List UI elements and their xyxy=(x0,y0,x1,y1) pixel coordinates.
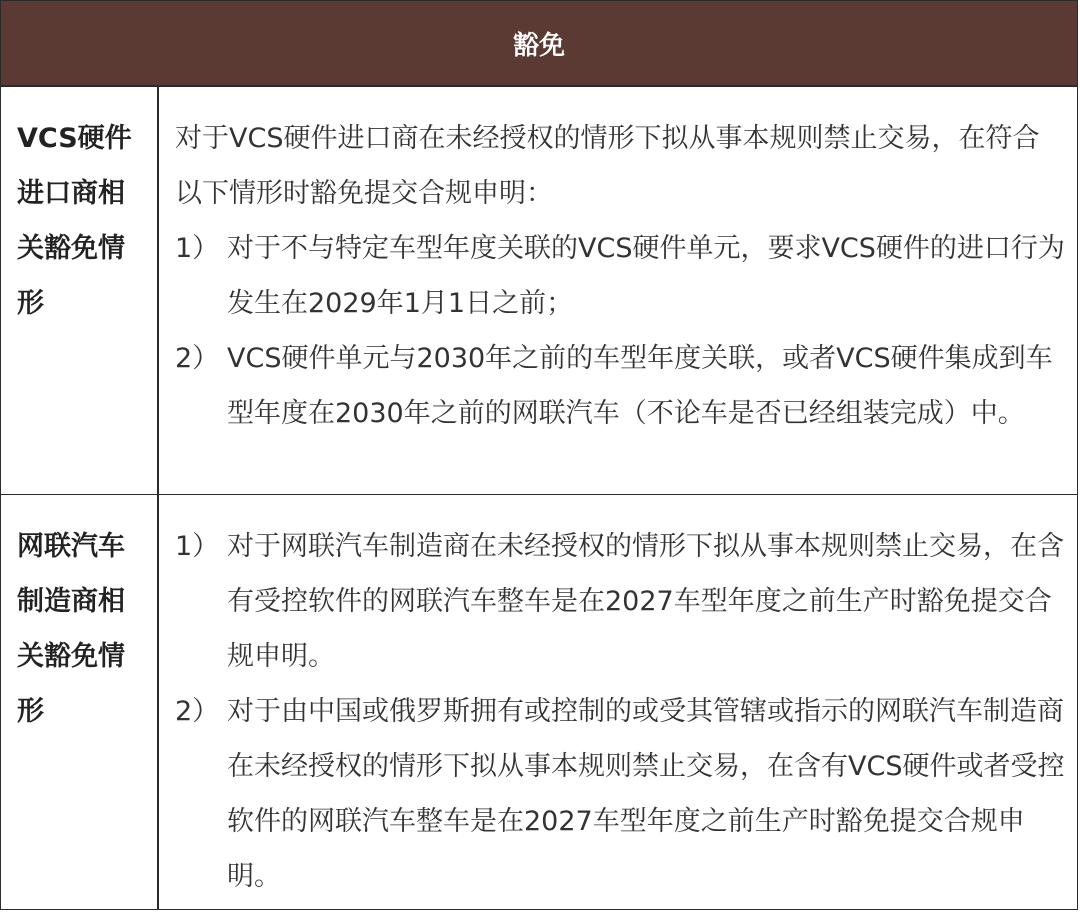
row-content-cell xyxy=(159,495,1077,909)
row-label: 网联汽车制造商相关豁免情形 xyxy=(17,531,125,727)
row-label: VCS硬件进口商相关豁免情形 xyxy=(17,123,132,319)
list-item xyxy=(175,221,1065,331)
list-item xyxy=(175,684,1065,904)
list-item-text: 对于由中国或俄罗斯拥有或控制的或受其管辖或指示的网联汽车制造商在未经授权的情形下拟从事本规则禁止交易，在含有VCS硬件或者受控软件的网联汽车整车是在2027车型年度之前生产时豁免提交合规申明。 xyxy=(227,696,1065,892)
row-label-cell xyxy=(1,495,159,909)
list-item-number: 2） xyxy=(175,343,220,374)
list-item xyxy=(175,331,1065,441)
header-title: 豁免 xyxy=(512,30,565,61)
table-header xyxy=(1,1,1077,87)
list-item-text: 对于不与特定车型年度关联的VCS硬件单元，要求VCS硬件的进口行为发生在2029年1月1日之前； xyxy=(227,233,1065,319)
list-item-number: 1） xyxy=(175,233,220,264)
row-content-cell xyxy=(159,87,1077,494)
table-row xyxy=(1,87,1077,495)
row-intro-text: 对于VCS硬件进口商在未经授权的情形下拟从事本规则禁止交易，在符合以下情形时豁免提交合规申明： xyxy=(175,123,1040,209)
list-item-number: 2） xyxy=(175,696,220,727)
list-item-text: VCS硬件单元与2030年之前的车型年度关联，或者VCS硬件集成到车型年度在2030年之前的网联汽车（不论车是否已经组装完成）中。 xyxy=(227,343,1053,429)
list-item-number: 1） xyxy=(175,531,220,562)
table-row xyxy=(1,495,1077,909)
row-label-cell xyxy=(1,87,159,494)
list-item xyxy=(175,519,1065,684)
list-item-text: 对于网联汽车制造商在未经授权的情形下拟从事本规则禁止交易，在含有受控软件的网联汽车整车是在2027车型年度之前生产时豁免提交合规申明。 xyxy=(227,531,1064,672)
